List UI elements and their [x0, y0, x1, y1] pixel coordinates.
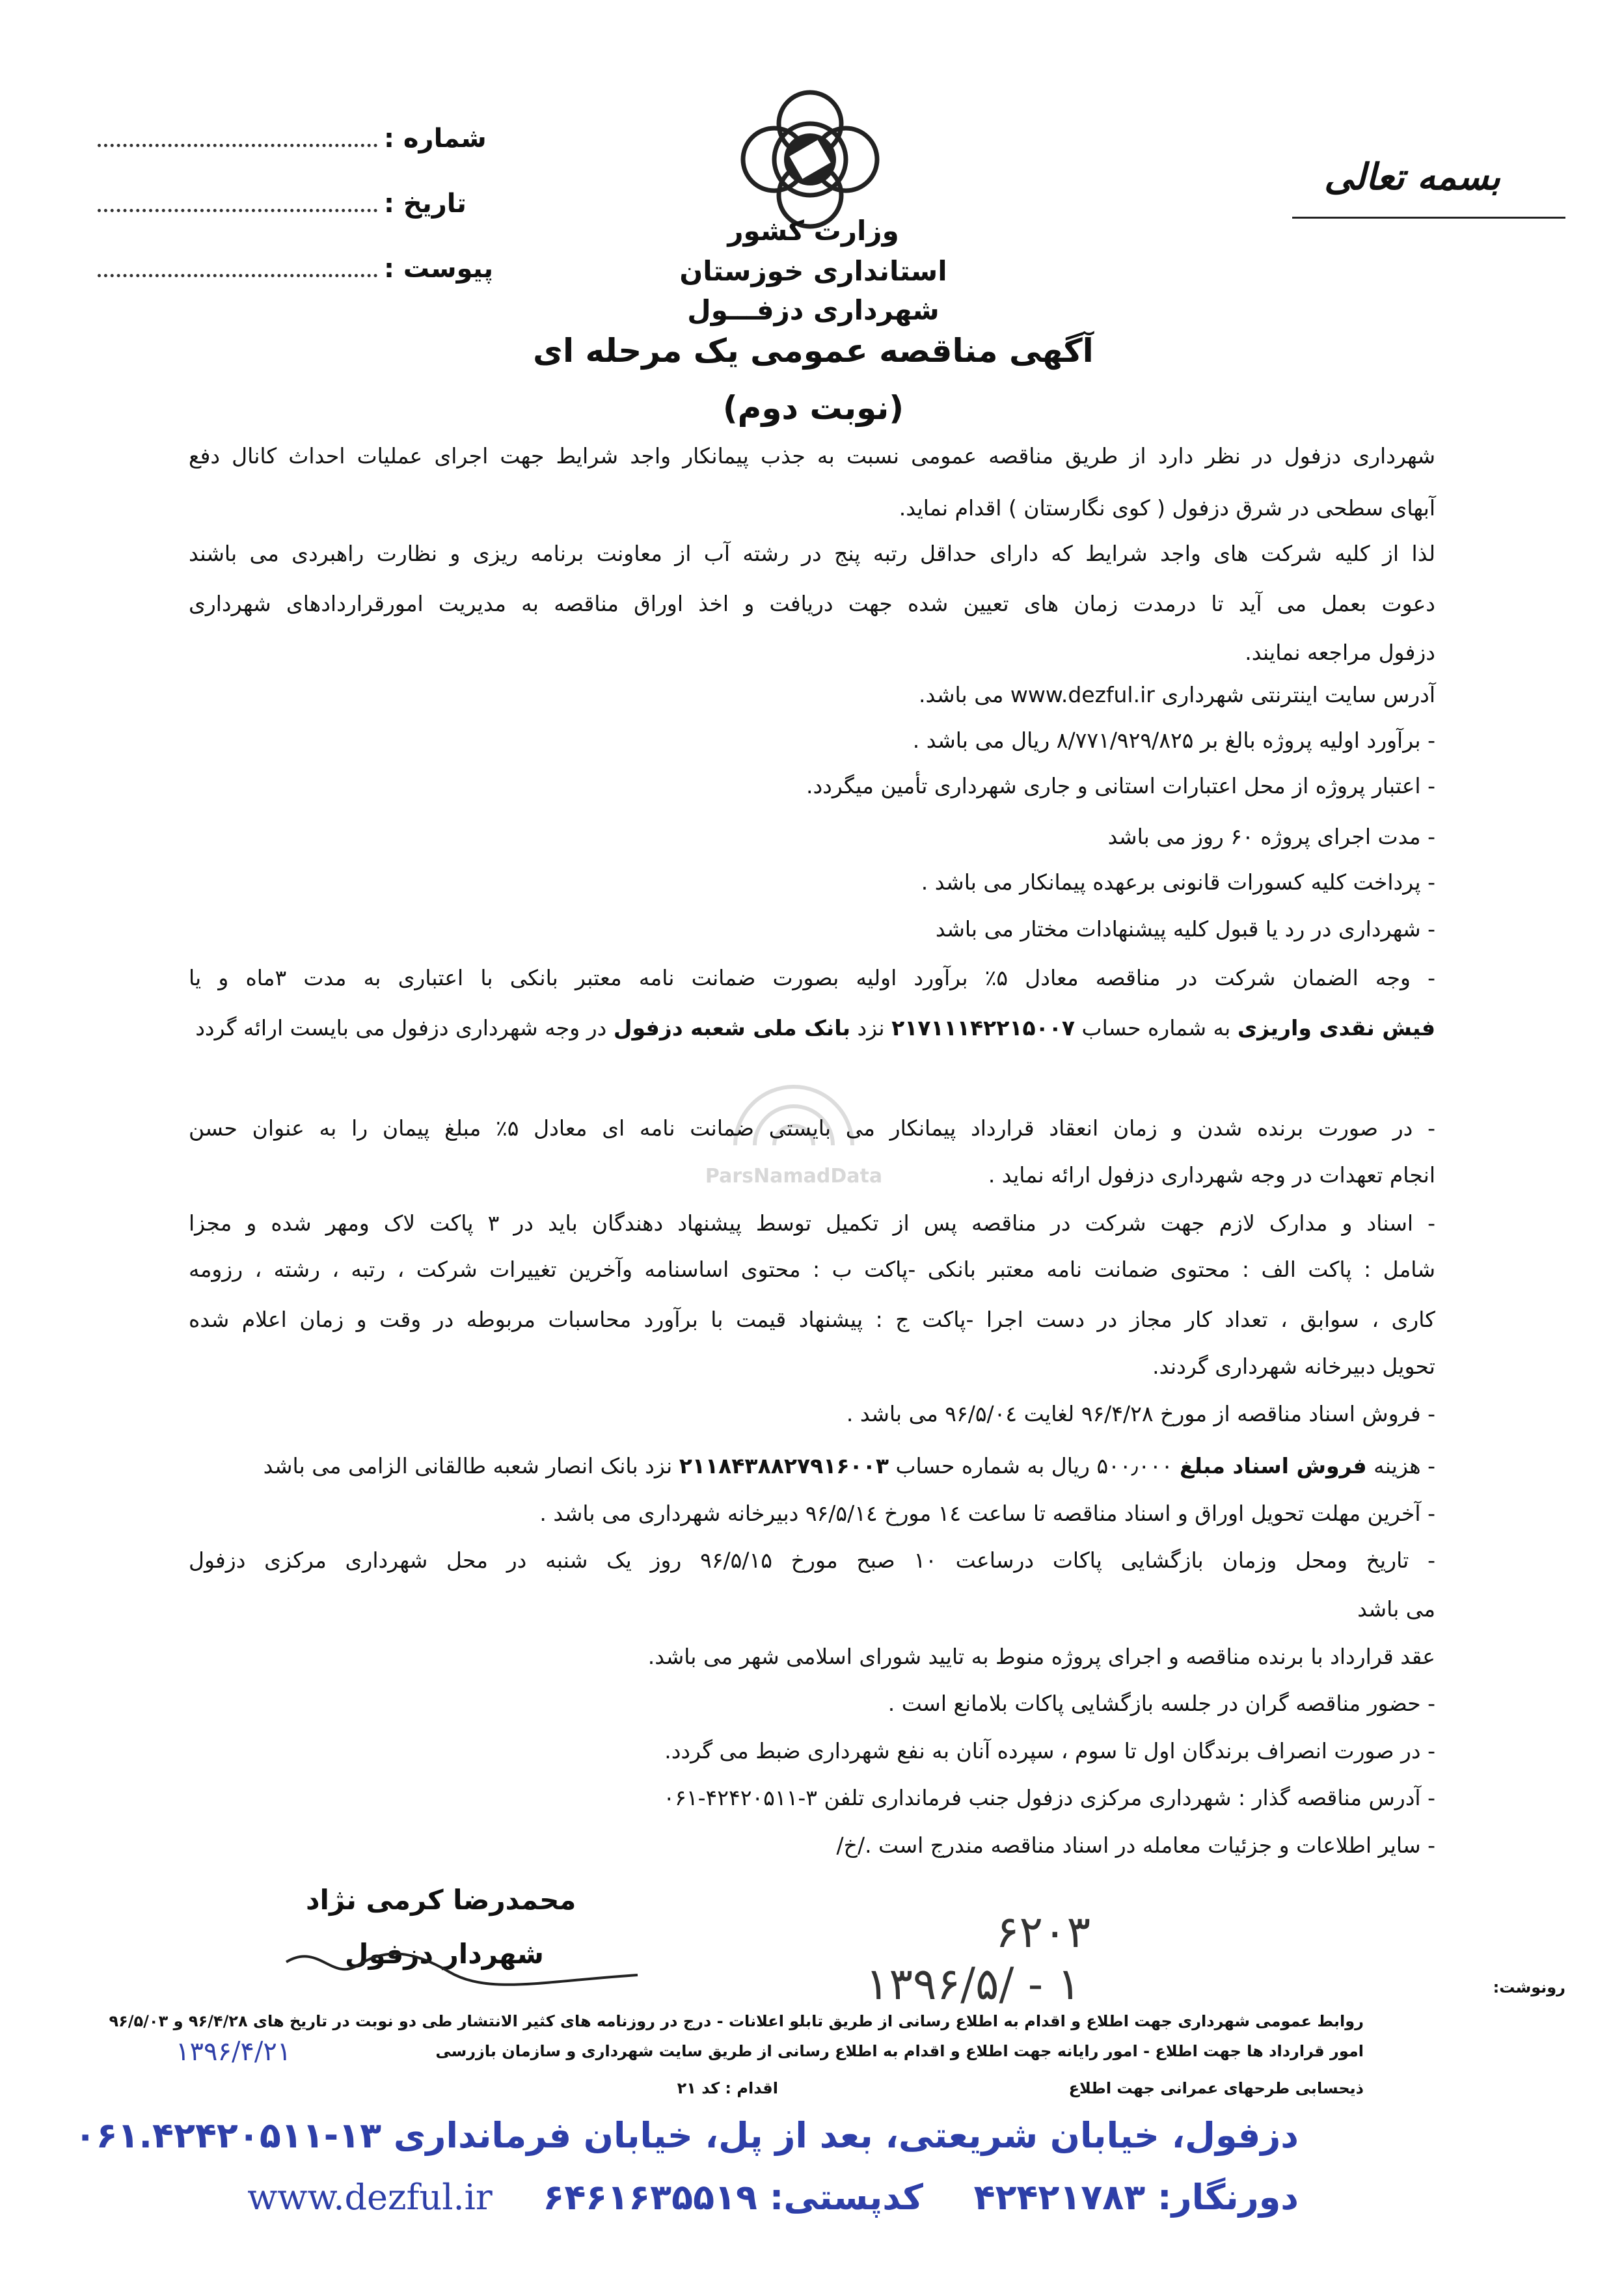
- meta-attachment-label: پیوست :: [384, 254, 494, 284]
- org-municipality: شهرداری دزفـــول: [687, 294, 940, 326]
- fee-mid: ۵۰۰٫۰۰۰ ریال به شماره حساب: [888, 1453, 1180, 1478]
- signatory-role: شهردار دزفول: [345, 1938, 544, 1970]
- bismillah-underline: [1292, 217, 1565, 219]
- body-line-docs: - اسناد و مدارک لازم جهت شرکت در مناقصه پس از تکمیل توسط پیشنهاد دهندگان باید در ۳ پاکت لاک ومهر شده و مجزا: [189, 1210, 1435, 1236]
- distribution-heading: رونوشت:: [1493, 1978, 1565, 1996]
- distribution-item-1: روابط عمومی شهرداری جهت اطلاع و اقدام به اطلاع رسانی از طریق تابلو اعلانات - درج در روزنامه های کثیر الانتشار طی دو نوبت در تاریخ های ۹۶/۴/۲۸ و ۹۶/۵/۰۳: [109, 2012, 1364, 2030]
- body-line-performance-2: انجام تعهدات در وجه شهرداری دزفول ارائه نماید .: [988, 1162, 1435, 1188]
- body-line-attendance: - حضور مناقصه گران در جلسه بازگشایی پاکات بلامانع است .: [887, 1691, 1435, 1716]
- body-line-opening-2: می باشد: [1357, 1596, 1435, 1622]
- body-line-website: آدرس سایت اینترنتی شهرداری www.dezful.ir می باشد.: [919, 682, 1435, 707]
- fee-account-number: ۲۱۱۸۴۳۸۸۲۷۹۱۶۰۰۳: [679, 1453, 889, 1478]
- body-line-funding: - اعتبار پروژه از محل اعتبارات استانی و جاری شهرداری تأمین میگردد.: [805, 773, 1435, 798]
- meta-number-label: شماره :: [384, 124, 487, 154]
- body-line-estimate: - برآورد اولیه پروژه بالغ بر ۸/۷۷۱/۹۲۹/۸۲۵ ریال می باشد .: [912, 728, 1435, 753]
- page-title: آگهی مناقصه عمومی یک مرحله ای: [533, 332, 1094, 370]
- watermark-logo-icon: [696, 1041, 891, 1171]
- fish-bank-name: بانک ملی شعبه دزفول: [613, 1015, 850, 1041]
- body-line-docs-4: تحویل دبیرخانه شهرداری گردند.: [1152, 1354, 1435, 1379]
- body-line-2: آبهای سطحی در شرق دزفول ( کوی نگارستان ) اقدام نماید.: [899, 495, 1435, 521]
- signature-scribble-icon: [280, 1936, 644, 1995]
- body-line-deductions: - پرداخت کلیه کسورات قانونی برعهده پیمانکار می باشد .: [921, 869, 1435, 895]
- footer-fax: ۴۲۴۲۱۷۸۳: [973, 2177, 1146, 2218]
- fish-bold-label: فیش نقدی واریزی: [1237, 1015, 1435, 1041]
- body-line-3: لذا از کلیه شرکت های واجد شرایط که دارای حداقل رتبه پنج در رشته آب از معاونت برنامه ریزی و نظارت راهبردی می باشند: [189, 541, 1435, 566]
- footer-contact: [247, 2177, 1299, 2218]
- footer-website[interactable]: www.dezful.ir: [247, 2177, 493, 2218]
- municipality-logo-icon: [735, 85, 885, 234]
- fish-mid: به شماره حساب: [1075, 1015, 1238, 1041]
- signatory-name: محمدرضا کرمی نژاد: [306, 1884, 576, 1916]
- org-province: استانداری خوزستان: [679, 255, 947, 287]
- body-line-address: - آدرس مناقصه گذار : شهرداری مرکزی دزفول جنب فرمانداری تلفن ۳-۴۲۴۲۰۵۱۱-۰۶۱: [663, 1785, 1435, 1810]
- fish-mid2: نزد: [850, 1015, 892, 1041]
- meta-attachment: [98, 254, 493, 284]
- footer-postal: ۶۴۶۱۶۳۵۵۱۹: [543, 2177, 757, 2218]
- distribution-item-2: امور قرارداد ها جهت اطلاع - امور رایانه جهت اطلاع و اقدام به اطلاع رسانی از طریق سایت شهرداری و سازمان بازرسی: [435, 2042, 1364, 2060]
- body-line-performance: - در صورت برنده شدن و زمان انعقاد قرارداد پیمانکار می بایستی ضمانت نامه ای معادل ۵٪ مبلغ پیمان را به عنوان حسن: [189, 1115, 1435, 1141]
- handwritten-number: ۶۲۰۳: [995, 1907, 1091, 1958]
- footer-fax-label: دورنگار:: [1157, 2177, 1299, 2218]
- body-line-contract: عقد قرارداد با برنده مناقصه و اجرای پروژه منوط به تایید شورای اسلامی شهر می باشد.: [647, 1644, 1435, 1669]
- body-line-guarantee: - وجه الضمان شرکت در مناقصه معادل ۵٪ برآورد اولیه بصورت ضمانت نامه معتبر بانکی با اعتباری به مدت ۳ماه و یا: [189, 965, 1435, 990]
- body-line-1: شهرداری دزفول در نظر دارد از طریق مناقصه عمومی نسبت به جذب پیمانکار واجد شرایط جهت اجرای عملیات احداث کانال دفع: [189, 443, 1435, 469]
- body-line-fee: [189, 1454, 1435, 1478]
- page-subtitle: (نوبت دوم): [722, 389, 904, 427]
- distribution-item-3: ذیحسابی طرحهای عمرانی جهت اطلاع: [1068, 2079, 1364, 2097]
- org-ministry: وزارت کشور: [727, 215, 899, 247]
- bismillah-heading: بسمه تعالی: [1324, 156, 1500, 198]
- body-line-opening: - تاریخ ومحل وزمان بازگشایی پاکات درساعت ۱۰ صبح مورخ ۹۶/۵/۱۵ روز یک شنبه در محل شهرداری مرکزی دزفول: [189, 1547, 1435, 1573]
- body-line-docs-3: کاری ، سوابق ، تعداد کار مجاز در دست اجرا -پاکت ج : پیشنهاد قیمت با برآورد محاسبات مربوطه در وقت و زمان اعلام شده: [189, 1307, 1435, 1332]
- fee-bold: فروش اسناد مبلغ: [1180, 1453, 1367, 1478]
- meta-date: [98, 189, 467, 219]
- footer-address: دزفول، خیابان شریعتی، بعد از پل، خیابان فرمانداری ۱۳-۰۶۱.۴۲۴۲۰۵۱۱: [74, 2115, 1299, 2156]
- meta-date-dots: [98, 189, 377, 212]
- handwritten-date: ۱۳۹۶/۵/ - ۱: [865, 1959, 1081, 2010]
- body-line-duration: - مدت اجرای پروژه ۶۰ روز می باشد: [1107, 824, 1435, 849]
- body-line-deadline: - آخرین مهلت تحویل اوراق و اسناد مناقصه تا ساعت ۱٤ مورخ ۹۶/۵/۱٤ دبیرخانه شهرداری می باشد .: [539, 1501, 1435, 1526]
- body-line-5: دزفول مراجعه نمایند.: [1245, 640, 1435, 665]
- meta-date-label: تاریخ :: [384, 189, 467, 219]
- body-line-reject: - شهرداری در رد یا قبول کلیه پیشنهادات مختار می باشد: [935, 916, 1435, 942]
- footer-postal-label: کدپستی:: [769, 2177, 923, 2218]
- body-line-4: دعوت بعمل می آید تا درمدت زمان های تعیین شده جهت دریافت و اخذ اوراق مناقصه به مدیریت امورقراردادهای شهرداری: [189, 591, 1435, 616]
- distribution-action-code: اقدام : کد ۲۱: [677, 2079, 778, 2097]
- meta-number-dots: [98, 124, 377, 147]
- body-line-sale-dates: - فروش اسناد مناقصه از مورخ ۹۶/۴/۲۸ لغایت ۹۶/۵/۰٤ می باشد .: [846, 1401, 1435, 1426]
- distribution-hand-note: ۱۳۹۶/۴/۲۱: [176, 2037, 291, 2067]
- body-line-other-info: - سایر اطلاعات و جزئیات معامله در اسناد مناقصه مندرج است ./خ/: [836, 1832, 1435, 1858]
- meta-number: [98, 124, 487, 154]
- fish-end: در وجه شهرداری دزفول می بایست ارائه گردد: [195, 1015, 614, 1041]
- body-line-docs-2: شامل : پاکت الف : محتوی ضمانت نامه معتبر بانکی -پاکت ب : محتوی اساسنامه وآخرین تغییرات شرکت ، رتبه ، رشته ، رزومه: [189, 1257, 1435, 1282]
- fish-account-number: ۲۱۷۱۱۱۴۲۲۱۵۰۰۷: [891, 1015, 1076, 1041]
- fee-start: - هزینه: [1366, 1453, 1435, 1478]
- body-line-withdrawal: - در صورت انصراف برندگان اول تا سوم ، سپرده آنان به نفع شهرداری ضبط می گردد.: [664, 1738, 1435, 1764]
- meta-attachment-dots: [98, 254, 377, 277]
- watermark-text: ParsNamadData: [705, 1165, 883, 1188]
- fee-end: نزد بانک انصار شعبه طالقانی الزامی می باشد: [263, 1453, 679, 1478]
- body-line-fish: [189, 1016, 1435, 1040]
